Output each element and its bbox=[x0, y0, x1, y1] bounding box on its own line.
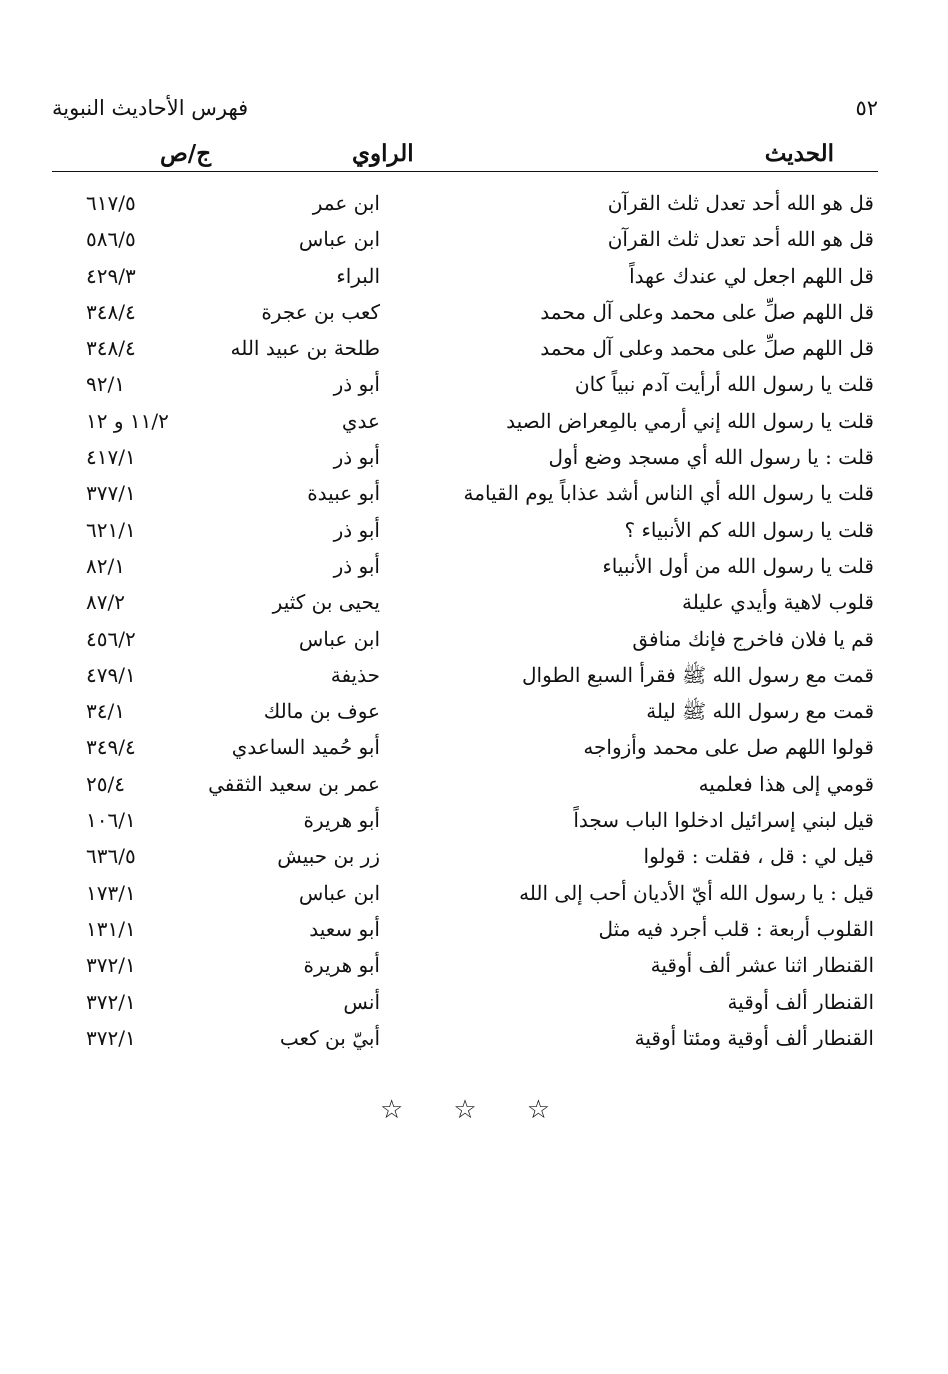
hadith-text: قل اللهم صلِّ على محمد وعلى آل محمد bbox=[540, 336, 874, 361]
narrator-name: طلحة بن عبيد الله bbox=[230, 336, 380, 361]
narrator-name: أنس bbox=[343, 989, 380, 1014]
column-header-reference: ج/ص bbox=[160, 140, 212, 167]
header-divider bbox=[52, 171, 878, 172]
volume-page-reference: ١٣١/١ bbox=[86, 916, 136, 941]
narrator-name: ابن عباس bbox=[298, 880, 380, 905]
narrator-name: أبو حُميد الساعدي bbox=[231, 735, 380, 760]
volume-page-reference: ٨٧/٢ bbox=[86, 590, 125, 615]
list-item bbox=[52, 403, 878, 439]
volume-page-reference: ١٧٣/١ bbox=[86, 880, 136, 905]
hadith-text: قومي إلى هذا فعلميه bbox=[698, 771, 874, 796]
hadith-text: قلت : يا رسول الله أي مسجد وضع أول bbox=[548, 445, 874, 470]
volume-page-reference: ١٠٦/١ bbox=[86, 808, 136, 833]
volume-page-reference: ٩٢/١ bbox=[86, 372, 125, 397]
narrator-name: عوف بن مالك bbox=[263, 699, 380, 724]
hadith-text: قل اللهم صلِّ على محمد وعلى آل محمد bbox=[540, 299, 874, 324]
running-header bbox=[52, 96, 878, 128]
volume-page-reference: ٤١٧/١ bbox=[86, 445, 136, 470]
list-item bbox=[52, 548, 878, 584]
narrator-name: أبيّ بن كعب bbox=[279, 1025, 380, 1050]
narrator-name: ابن عباس bbox=[298, 227, 380, 252]
end-ornament bbox=[380, 1093, 550, 1127]
volume-page-reference: ٤٢٩/٣ bbox=[86, 263, 136, 288]
column-header-narrator: الراوي bbox=[352, 140, 414, 167]
column-headers bbox=[52, 140, 878, 170]
hadith-text: قم يا فلان فاخرج فإنك منافق bbox=[632, 626, 874, 651]
hadith-text: القنطار ألف أوقية ومئتا أوقية bbox=[634, 1025, 874, 1050]
list-item bbox=[52, 221, 878, 257]
hadith-text: القلوب أربعة : قلب أجرد فيه مثل bbox=[598, 916, 874, 941]
hadith-text: القنطار اثنا عشر ألف أوقية bbox=[650, 953, 874, 978]
narrator-name: حذيفة bbox=[330, 662, 380, 687]
list-item bbox=[52, 621, 878, 657]
list-item bbox=[52, 802, 878, 838]
volume-page-reference: ٣٧٢/١ bbox=[86, 989, 136, 1014]
list-item bbox=[52, 875, 878, 911]
narrator-name: عمر بن سعيد الثقفي bbox=[208, 771, 380, 796]
volume-page-reference: ٨٢/١ bbox=[86, 553, 125, 578]
star-outline-icon: ☆ bbox=[453, 1095, 477, 1125]
narrator-name: ابن عمر bbox=[312, 191, 380, 215]
narrator-name: أبو سعيد bbox=[309, 916, 380, 941]
list-item bbox=[52, 584, 878, 620]
narrator-name: زر بن حبيش bbox=[277, 844, 380, 869]
narrator-name: ابن عباس bbox=[298, 626, 380, 651]
volume-page-reference: ١١/٢ و ١٢ bbox=[86, 408, 169, 433]
hadith-text: قيل : يا رسول الله أيّ الأديان أحب إلى الله bbox=[519, 880, 874, 905]
list-item bbox=[52, 729, 878, 765]
list-item bbox=[52, 766, 878, 802]
list-item bbox=[52, 185, 878, 221]
hadith-text: قلت يا رسول الله من أول الأنبياء bbox=[602, 553, 874, 578]
hadith-text: قل اللهم اجعل لي عندك عهداً bbox=[629, 263, 874, 288]
list-item bbox=[52, 475, 878, 511]
hadith-text: قلت يا رسول الله كم الأنبياء ؟ bbox=[624, 517, 874, 542]
volume-page-reference: ٣٤/١ bbox=[86, 699, 125, 724]
list-item bbox=[52, 911, 878, 947]
hadith-text: قلت يا رسول الله إني أرمي بالمِعراض الصيد bbox=[506, 408, 874, 433]
narrator-name: عدي bbox=[341, 408, 380, 433]
hadith-text: قيل لي : قل ، فقلت : قولوا bbox=[643, 844, 874, 869]
volume-page-reference: ٣٧٢/١ bbox=[86, 953, 136, 978]
volume-page-reference: ٢٥/٤ bbox=[86, 771, 125, 796]
volume-page-reference: ٥٨٦/٥ bbox=[86, 227, 136, 252]
column-header-hadith: الحديث bbox=[764, 140, 834, 167]
list-item bbox=[52, 439, 878, 475]
star-outline-icon: ☆ bbox=[380, 1095, 404, 1125]
narrator-name: أبو ذر bbox=[333, 445, 380, 470]
hadith-text: القنطار ألف أوقية bbox=[727, 989, 874, 1014]
list-item bbox=[52, 693, 878, 729]
list-item bbox=[52, 984, 878, 1020]
narrator-name: كعب بن عجرة bbox=[261, 299, 380, 324]
hadith-text: قمت مع رسول الله ﷺ ليلة bbox=[646, 699, 874, 724]
volume-page-reference: ٣٧٧/١ bbox=[86, 481, 136, 506]
list-item bbox=[52, 512, 878, 548]
hadith-index-list bbox=[52, 185, 878, 1056]
narrator-name: البراء bbox=[336, 263, 380, 288]
running-title: فهرس الأحاديث النبوية bbox=[52, 96, 249, 120]
star-outline-icon: ☆ bbox=[526, 1095, 550, 1125]
list-item bbox=[52, 947, 878, 983]
volume-page-reference: ٦٢١/١ bbox=[86, 517, 136, 542]
volume-page-reference: ٣٤٨/٤ bbox=[86, 336, 136, 361]
narrator-name: أبو هريرة bbox=[303, 953, 380, 978]
page-number: ٥٢ bbox=[855, 96, 878, 120]
hadith-text: قلت يا رسول الله أي الناس أشد عذاباً يوم القيامة bbox=[463, 481, 874, 506]
narrator-name: أبو ذر bbox=[333, 372, 380, 397]
hadith-text: قمت مع رسول الله ﷺ فقرأ السبع الطوال bbox=[522, 662, 874, 687]
volume-page-reference: ٣٤٩/٤ bbox=[86, 735, 136, 760]
list-item bbox=[52, 294, 878, 330]
list-item bbox=[52, 838, 878, 874]
hadith-text: قولوا اللهم صل على محمد وأزواجه bbox=[583, 735, 874, 760]
list-item bbox=[52, 366, 878, 402]
narrator-name: يحيى بن كثير bbox=[272, 590, 380, 615]
hadith-text: قل هو الله أحد تعدل ثلث القرآن bbox=[607, 191, 874, 215]
volume-page-reference: ٣٧٢/١ bbox=[86, 1025, 136, 1050]
list-item bbox=[52, 1020, 878, 1056]
volume-page-reference: ٤٥٦/٢ bbox=[86, 626, 136, 651]
hadith-text: قيل لبني إسرائيل ادخلوا الباب سجداً bbox=[573, 808, 874, 833]
volume-page-reference: ٤٧٩/١ bbox=[86, 662, 136, 687]
volume-page-reference: ٦١٧/٥ bbox=[86, 191, 136, 215]
hadith-text: قل هو الله أحد تعدل ثلث القرآن bbox=[607, 227, 874, 252]
hadith-text: قلوب لاهية وأيدي عليلة bbox=[682, 590, 874, 615]
volume-page-reference: ٦٣٦/٥ bbox=[86, 844, 136, 869]
list-item bbox=[52, 330, 878, 366]
volume-page-reference: ٣٤٨/٤ bbox=[86, 299, 136, 324]
narrator-name: أبو هريرة bbox=[303, 808, 380, 833]
list-item bbox=[52, 258, 878, 294]
narrator-name: أبو ذر bbox=[333, 553, 380, 578]
hadith-text: قلت يا رسول الله أرأيت آدم نبياً كان bbox=[574, 372, 874, 397]
narrator-name: أبو عبيدة bbox=[307, 481, 380, 506]
list-item bbox=[52, 657, 878, 693]
narrator-name: أبو ذر bbox=[333, 517, 380, 542]
